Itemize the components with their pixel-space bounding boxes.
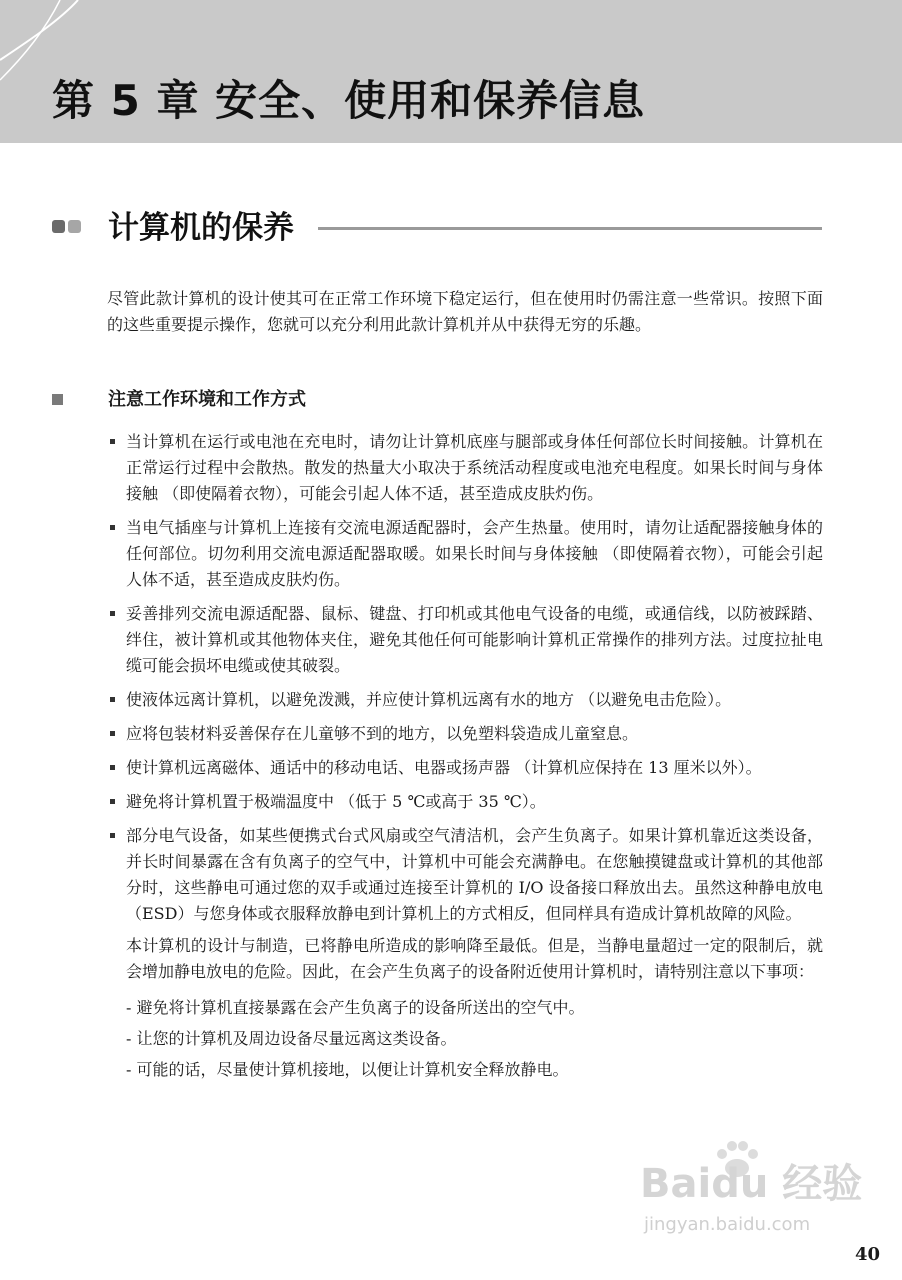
section-divider — [318, 227, 822, 230]
subsection-heading — [52, 386, 752, 414]
list-item: 当电气插座与计算机上连接有交流电源适配器时，会产生热量。使用时，请勿让适配器接触身体的任何部位。切勿利用交流电源适配器取暖。如果长时间与身体接触 （即使隔着衣物），可能会引起人体不适，甚至造成皮肤灼伤。 — [107, 515, 823, 593]
chapter-title: 第 5 章 安全、使用和保养信息 — [52, 76, 646, 125]
bullet-icon — [110, 765, 115, 770]
watermark-brand: Baidu 经验 — [640, 1161, 863, 1207]
page-number: 40 — [854, 1244, 880, 1265]
bullet-icon — [110, 697, 115, 702]
bullet-icon — [110, 833, 115, 838]
list-item: 部分电气设备，如某些便携式台式风扇或空气清洁机，会产生负离子。如果计算机靠近这类设备，并长时间暴露在含有负离子的空气中，计算机中可能会充满静电。在您触摸键盘或计算机的其他部分时，这些静电可通过您的双手或通过连接至计算机的 I/O 设备接口释放出去。虽然这种静电放电（ESD）与您身体或衣服释放静电到计算机上的方式相反，但同样具有造成计算机故障的风险。 本计算机的设计与制造，已将静电所造成的影响降至最低。但是，当静电量超过一定的限制后，就会增加静电放电的危险。因此，在会产生负离子的设备附近使用计算机时，请特别注意以下事项： - 避免将计算机直接暴露在会产生负离子的设备所送出的空气中。 - 让您的计算机及周边设备尽量远离这类设备。 - 可能的话，尽量使计算机接地，以便让计算机安全释放静电。 — [107, 823, 823, 1083]
list-item: 妥善排列交流电源适配器、鼠标、键盘、打印机或其他电气设备的电缆，或通信线，以防被踩踏、绊住，被计算机或其他物体夹住，避免其他任何可能影响计算机正常操作的排列方法。过度拉扯电缆可能会损坏电缆或使其破裂。 — [107, 601, 823, 679]
esd-precautions-list — [126, 995, 823, 1083]
subsection-title: 注意工作环境和工作方式 — [108, 389, 306, 410]
esd-note-paragraph: 本计算机的设计与制造，已将静电所造成的影响降至最低。但是，当静电量超过一定的限制后，就会增加静电放电的危险。因此，在会产生负离子的设备附近使用计算机时，请特别注意以下事项： — [126, 936, 823, 981]
section-marker-square-dark — [52, 220, 65, 233]
section-heading — [52, 206, 822, 252]
list-item: 当计算机在运行或电池在充电时，请勿让计算机底座与腿部或身体任何部位长时间接触。计算机在正常运行过程中会散热。散发的热量大小取决于系统活动程度或电池充电程度。如果长时间与身体接触 （即使隔着衣物），可能会引起人体不适，甚至造成皮肤灼伤。 — [107, 429, 823, 507]
section-title: 计算机的保养 — [108, 210, 294, 246]
dash-item: - 让您的计算机及周边设备尽量远离这类设备。 — [126, 1029, 457, 1048]
section-marker-square-light — [68, 220, 81, 233]
bullet-icon — [110, 799, 115, 804]
section-intro-paragraph: 尽管此款计算机的设计使其可在正常工作环境下稳定运行，但在使用时仍需注意一些常识。按照下面的这些重要提示操作，您就可以充分利用此款计算机并从中获得无穷的乐趣。 — [107, 289, 823, 334]
bullet-icon — [110, 731, 115, 736]
watermark-url: jingyan.baidu.com — [644, 1214, 811, 1235]
bullet-icon — [110, 439, 115, 444]
baidu-watermark — [640, 1140, 863, 1250]
bullet-icon — [110, 611, 115, 616]
care-tips-list — [107, 429, 823, 1091]
list-item: 避免将计算机置于极端温度中 （低于 5 ℃或高于 35 ℃）。 — [107, 789, 823, 815]
list-item: 使计算机远离磁体、通话中的移动电话、电器或扬声器 （计算机应保持在 13 厘米以外）。 — [107, 755, 823, 781]
dash-item: - 避免将计算机直接暴露在会产生负离子的设备所送出的空气中。 — [126, 998, 585, 1017]
list-item: 使液体远离计算机，以避免泼溅，并应使计算机远离有水的地方 （以避免电击危险）。 — [107, 687, 823, 713]
dash-item: - 可能的话，尽量使计算机接地，以便让计算机安全释放静电。 — [126, 1060, 569, 1079]
bullet-icon — [110, 525, 115, 530]
subsection-marker-square — [52, 394, 63, 405]
list-item: 应将包装材料妥善保存在儿童够不到的地方，以免塑料袋造成儿童窒息。 — [107, 721, 823, 747]
chapter-header-band — [0, 0, 902, 143]
